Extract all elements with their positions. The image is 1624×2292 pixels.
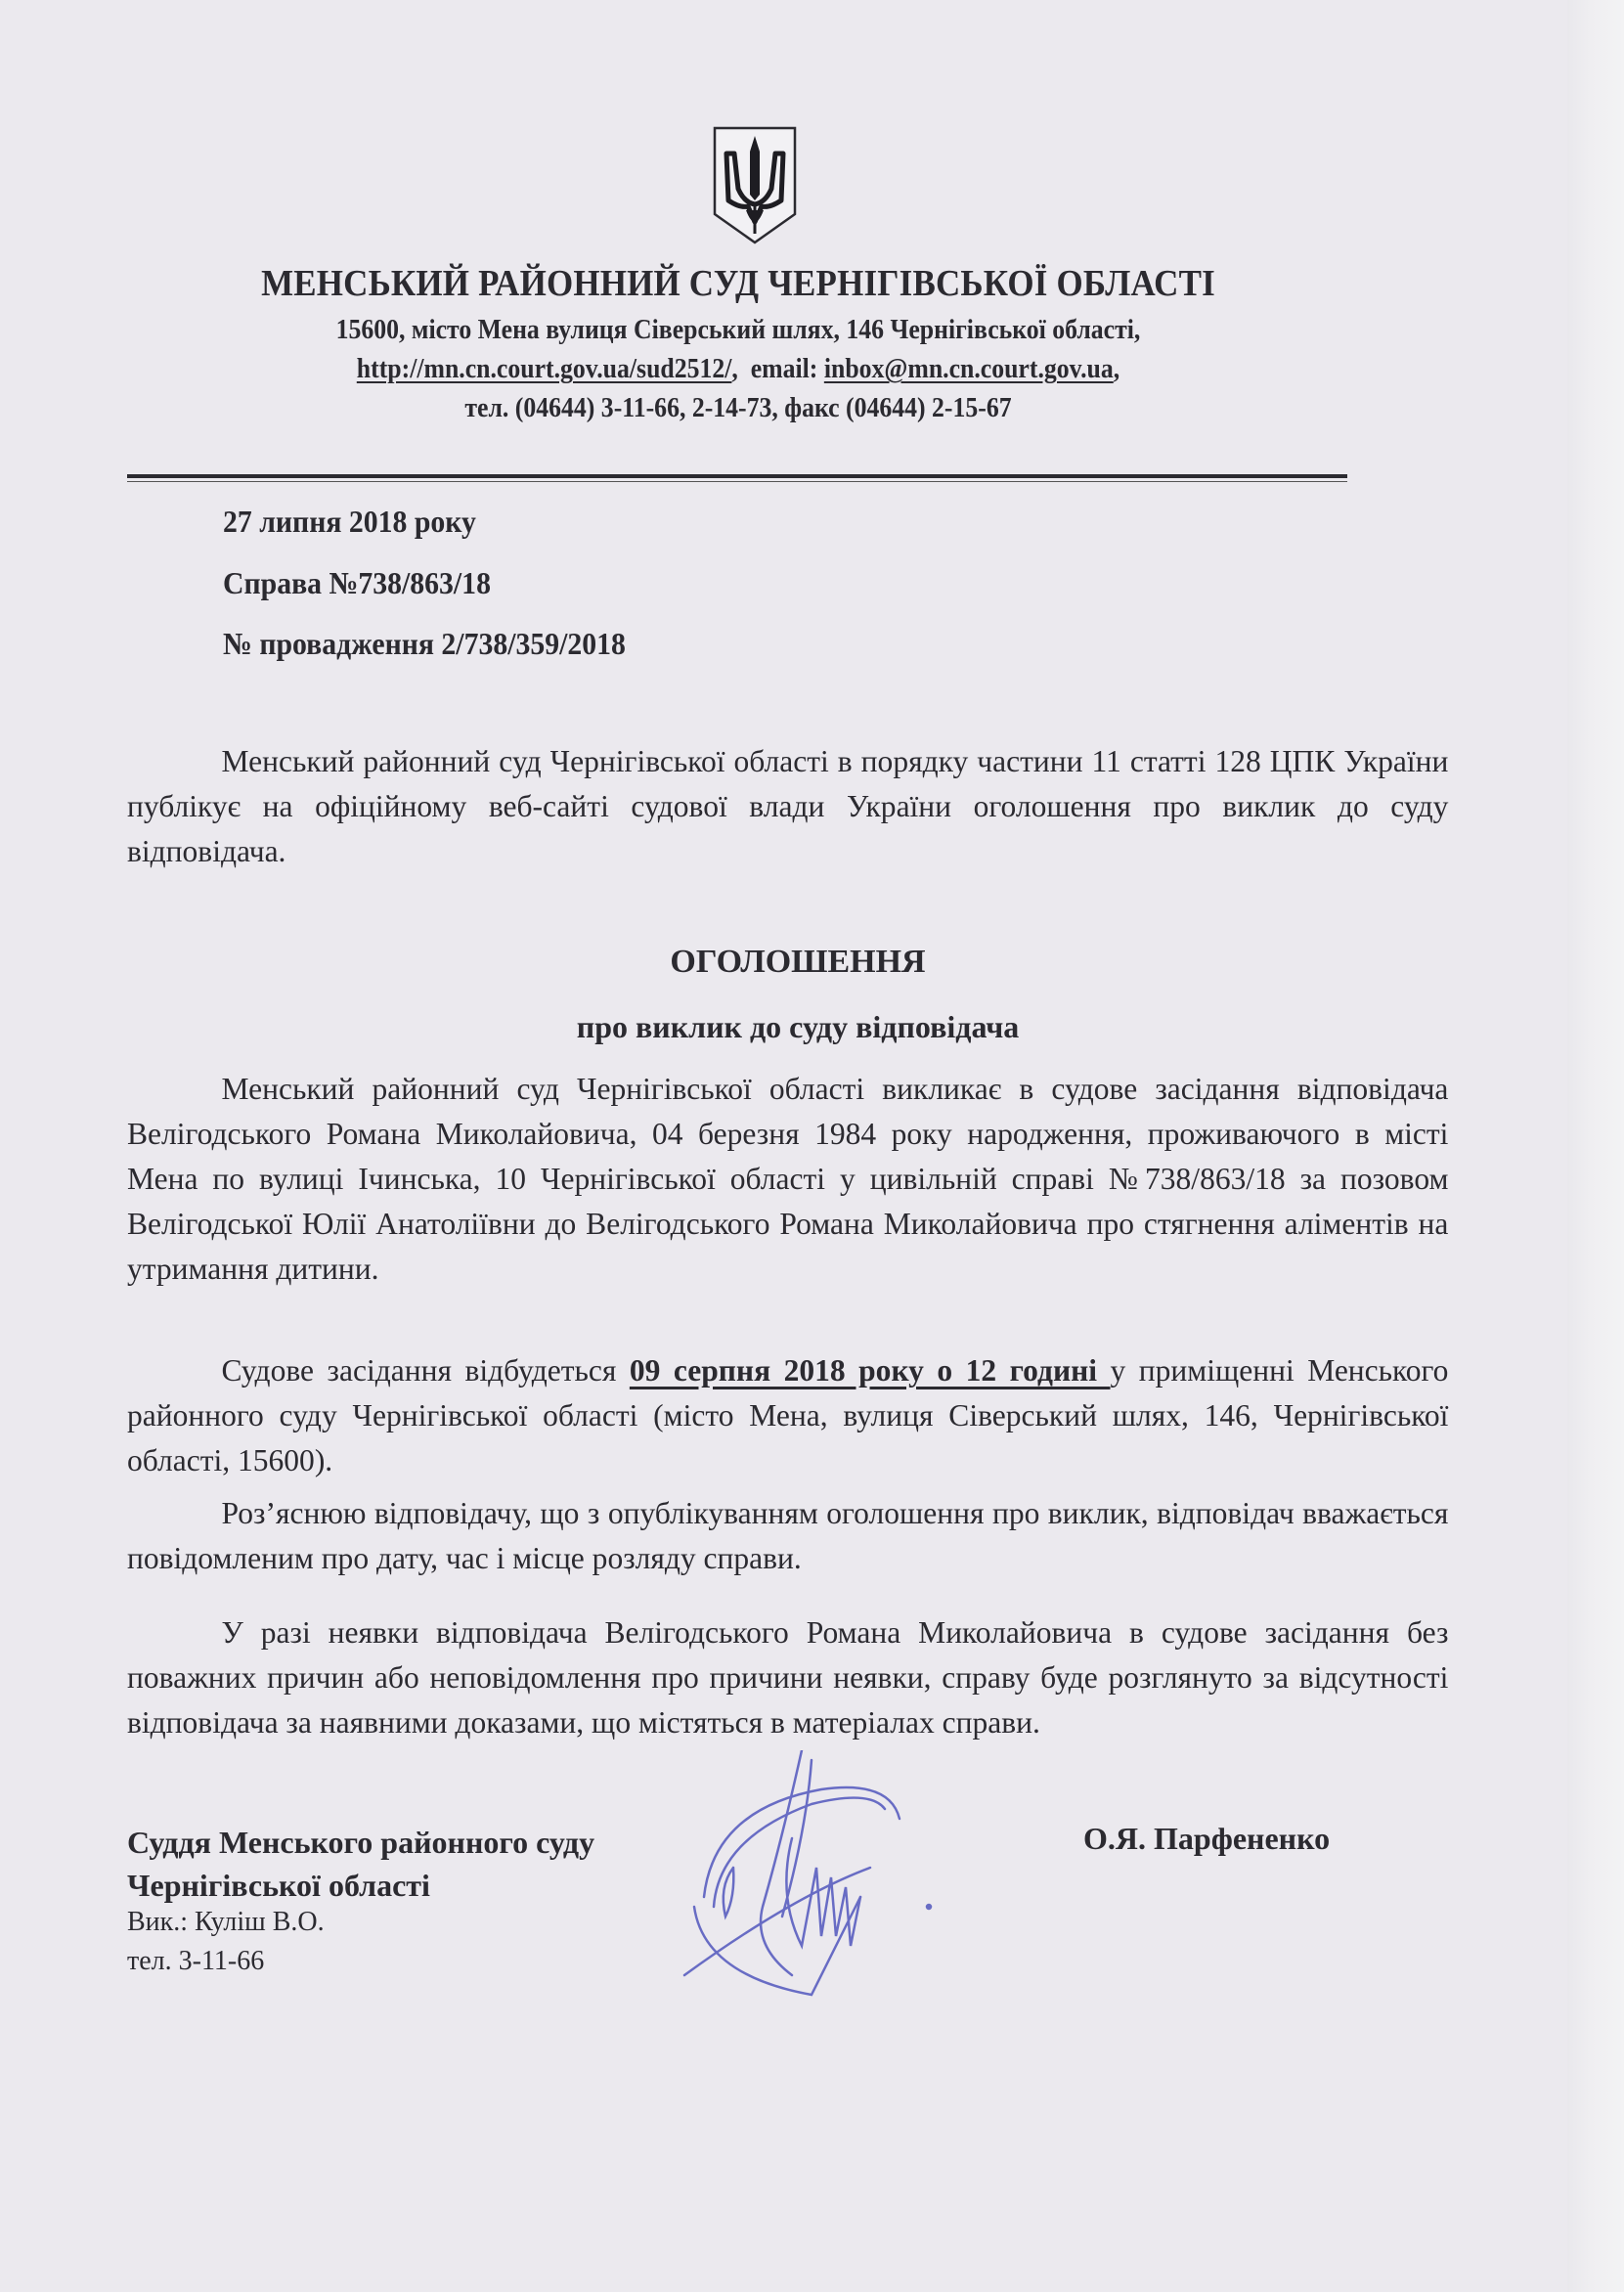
hearing-text-after: у приміщенні Менського районного суду Чернігівської області (місто Мена, вулиця Сіверський шлях, 146, Чернігівської області, 15600). xyxy=(127,1352,1449,1477)
website-link[interactable]: http://mn.cn.court.gov.ua/sud2512/ xyxy=(356,354,732,384)
coat-of-arms-icon xyxy=(711,124,799,246)
case-number: Справа №738/863/18 xyxy=(223,565,491,600)
phone-line: тел. (04644) 3-11-66, 2-14-73, факс (04644) 2-15-67 xyxy=(464,393,1012,423)
hearing-text-before: Судове засідання відбудеться xyxy=(221,1352,630,1388)
email-link[interactable]: inbox@mn.cn.court.gov.ua xyxy=(823,354,1114,384)
intro-paragraph: Менський районний суд Чернігівської області в порядку частини 11 статті 128 ЦПК України публікує на офіційному веб-сайті судової влади України оголошення про виклик до суду відповідача. xyxy=(127,743,1449,868)
header-divider xyxy=(127,474,1347,478)
summons-paragraph: Менський районний суд Чернігівської області викликає в судове засідання відповідача Велігодського Романа Миколайовича, 04 березня 1984 року народження, проживаючого в місті Мена по вулиці Ічинська, 10 Чернігівської області у цивільній справі №738/863/18 за позовом Велігодської Юлії Анатоліївни до Велігодського Романа Миколайовича про стягнення аліментів на утримання дитини. xyxy=(127,1071,1449,1286)
announcement-title: ОГОЛОШЕННЯ xyxy=(670,944,926,980)
court-name: МЕНСЬКИЙ РАЙОННИЙ СУД ЧЕРНІГІВСЬКОЇ ОБЛАСТІ xyxy=(261,263,1215,304)
proceeding-number: № провадження 2/738/359/2018 xyxy=(223,626,626,661)
handwritten-signature xyxy=(675,1750,1027,2005)
executor: Вик.: Куліш В.О. xyxy=(127,1907,325,1937)
judge-position-line1: Суддя Менського районного суду xyxy=(127,1825,595,1860)
judge-name: О.Я. Парфененко xyxy=(1083,1821,1331,1856)
page-edge-shadow xyxy=(1567,0,1624,2292)
judge-position-line2: Чернігівської області xyxy=(127,1868,430,1903)
court-address: 15600, місто Мена вулиця Сіверський шлях, 146 Чернігівської області, xyxy=(335,315,1141,345)
notice-paragraph: Роз’яснюю відповідачу, що з опублікуванням оголошення про виклик, відповідач вважається повідомленим про дату, час і місце розляду справи. xyxy=(127,1495,1449,1575)
header-divider-thin xyxy=(127,481,1347,482)
hearing-date-paragraph xyxy=(127,1347,1448,1482)
absence-paragraph: У разі неявки відповідача Велігодського Романа Миколайовича в судове засідання без поважних причин або неповідомлення про причини неявки, справу буде розглянуто за відсутності відповідача за наявними доказами, що містяться в матеріалах справи. xyxy=(127,1614,1449,1740)
executor-phone: тел. 3-11-66 xyxy=(127,1946,265,1976)
announcement-subtitle: про виклик до суду відповідача xyxy=(576,1009,1020,1044)
document-date: 27 липня 2018 року xyxy=(223,504,476,539)
judge-position xyxy=(127,1821,594,1907)
contact-line: http://mn.cn.court.gov.ua/sud2512/, email: inbox@mn.cn.court.gov.ua, xyxy=(356,354,1120,384)
email-label: email: xyxy=(750,354,818,384)
hearing-datetime: 09 серпня 2018 року о 12 годині xyxy=(629,1352,1111,1388)
